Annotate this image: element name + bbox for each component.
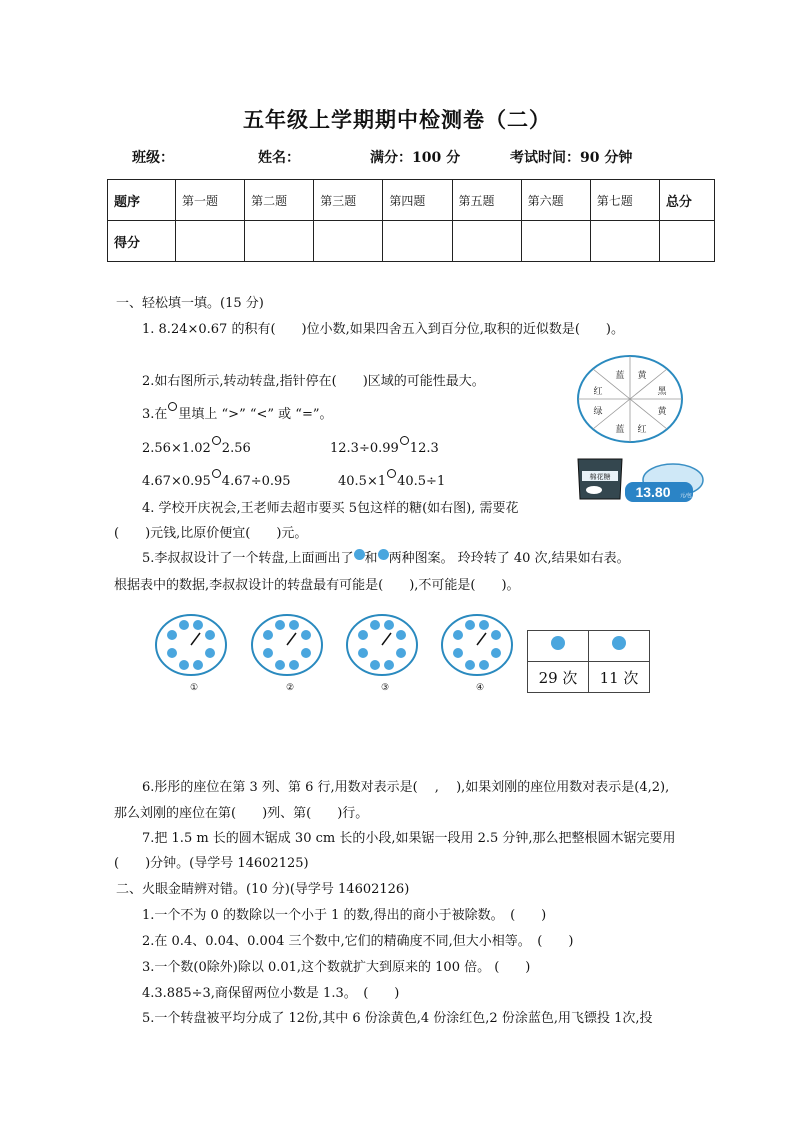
s1-question-5-line2: 根据表中的数据,李叔叔设计的转盘最有可能是( ),不可能是( )。 xyxy=(114,578,520,593)
sad-face-icon xyxy=(612,636,626,650)
candy-price: 13.80 xyxy=(635,484,671,500)
spinner-segment: 红 xyxy=(637,425,647,435)
exam-time: 考试时间：90 分钟 xyxy=(510,150,633,166)
wheel-option-4[interactable] xyxy=(440,613,520,693)
q5-text-b: 和 xyxy=(364,551,378,566)
candy-price-unit: 元/包 xyxy=(680,493,692,499)
s1-question-7-line1: 7.把 1.5 m 长的圆木锯成 30 cm 长的小段,如果锯一段用 2.5 分钟,那么把整根圆木锯完要用 xyxy=(142,831,676,846)
q3c-right: 4.67÷0.95 xyxy=(221,474,291,489)
sad-face-icon xyxy=(378,549,389,560)
s1-question-4-line2: ( )元钱,比原价便宜( )元。 xyxy=(114,526,308,541)
score-input-cell[interactable] xyxy=(176,221,245,262)
wheel-option-1[interactable] xyxy=(154,613,234,693)
name-label: 姓名： xyxy=(258,150,300,166)
wheel-label: ③ xyxy=(380,683,390,693)
q3-item-a xyxy=(142,436,251,456)
q3b-left: 12.3÷0.99 xyxy=(330,441,399,456)
color-spinner-figure xyxy=(576,354,684,444)
score-input-cell[interactable] xyxy=(245,221,314,262)
score-table xyxy=(107,179,715,262)
wheel-label: ② xyxy=(285,683,295,693)
s1-question-5-line1 xyxy=(142,547,630,566)
score-table-header-row xyxy=(108,180,715,221)
q3a-left: 2.56×1.02 xyxy=(142,441,211,456)
q3d-right: 40.5÷1 xyxy=(397,474,446,489)
section2-heading: 二、火眼金睛辨对错。(10 分)(导学号 14602126) xyxy=(116,882,410,897)
s1-question-2: 2.如右图所示,转动转盘,指针停在( )区域的可能性最大。 xyxy=(142,374,485,389)
q3-item-b xyxy=(330,436,439,456)
q3-item-c xyxy=(142,469,291,489)
compare-circle[interactable] xyxy=(212,436,221,445)
wheel-label: ④ xyxy=(475,683,485,693)
page-title: 五年级上学期期中检测卷（二） xyxy=(243,107,551,132)
wheel-label: ① xyxy=(189,683,199,693)
spinner-segment: 绿 xyxy=(593,407,603,417)
score-cell: 第四题 xyxy=(383,180,452,221)
tally-sad-count: 11 次 xyxy=(589,662,650,693)
class-label: 班级： xyxy=(132,150,174,166)
wheel-option-3[interactable] xyxy=(345,613,425,693)
section1-heading: 一、轻松填一填。(15 分) xyxy=(116,296,264,311)
s2-question-5: 5.一个转盘被平均分成了 12份,其中 6 份涂黄色,4 份涂红色,2 份涂蓝色,用飞镖投 1次,投 xyxy=(142,1011,653,1026)
s1-question-1: 1. 8.24×0.67 的积有( )位小数,如果四舍五入到百分位,取积的近似数是( )。 xyxy=(142,322,625,337)
compare-circle[interactable] xyxy=(212,469,221,478)
spinner-segment: 红 xyxy=(593,387,603,397)
score-cell: 总分 xyxy=(659,180,714,221)
s1-question-4-line1: 4. 学校开庆祝会,王老师去超市要买 5包这样的糖(如右图), 需要花 xyxy=(142,501,519,516)
s1-question-6-line2: 那么刘刚的座位在第( )列、第( )行。 xyxy=(114,806,369,821)
score-input-cell[interactable] xyxy=(521,221,590,262)
spinner-segment: 黄 xyxy=(657,407,667,417)
s2-question-1: 1.一个不为 0 的数除以一个小于 1 的数,得出的商小于被除数。 ( ) xyxy=(142,908,547,923)
spinner-segment: 黑 xyxy=(657,387,667,397)
q3a-right: 2.56 xyxy=(221,441,251,456)
score-input-cell[interactable] xyxy=(590,221,659,262)
score-input-cell[interactable] xyxy=(383,221,452,262)
face-wheel-icon xyxy=(440,613,514,677)
compare-circle[interactable] xyxy=(400,436,409,445)
score-cell: 第一题 xyxy=(176,180,245,221)
price-tag-image xyxy=(623,460,705,506)
score-cell: 第三题 xyxy=(314,180,383,221)
face-wheel-icon xyxy=(345,613,419,677)
tally-sad-header xyxy=(589,631,650,662)
happy-face-icon xyxy=(551,636,565,650)
score-input-cell[interactable] xyxy=(452,221,521,262)
score-input-cell[interactable] xyxy=(659,221,714,262)
s2-question-2: 2.在 0.4、0.04、0.004 三个数中,它们的精确度不同,但大小相等。 ( ) xyxy=(142,934,574,949)
spinner-segment: 黄 xyxy=(637,371,647,381)
q3-item-d xyxy=(338,469,445,489)
wheel-option-2[interactable] xyxy=(250,613,330,693)
compare-circle[interactable] xyxy=(387,469,396,478)
score-cell: 第五题 xyxy=(452,180,521,221)
tally-happy-header xyxy=(528,631,589,662)
candy-bag-image xyxy=(574,455,626,501)
happy-face-icon xyxy=(354,549,365,560)
q5-text-c: 两种图案。 玲玲转了 40 次,结果如右表。 xyxy=(388,551,630,566)
score-cell: 第二题 xyxy=(245,180,314,221)
score-table-row xyxy=(108,221,715,262)
q5-text-a: 5.李叔叔设计了一个转盘,上面画出了 xyxy=(142,551,354,566)
q3-text-post: 里填上 “>” “<” 或 “=”。 xyxy=(178,407,333,422)
s1-question-6-line1: 6.彤彤的座位在第 3 列、第 6 行,用数对表示是( , ),如果刘刚的座位用数对表示是(4,2), xyxy=(142,780,670,795)
q3b-right: 12.3 xyxy=(409,441,439,456)
face-wheel-icon xyxy=(250,613,324,677)
s1-question-7-line2: ( )分钟。(导学号 14602125) xyxy=(114,856,309,871)
candy-bag-label: 棉花糖 xyxy=(589,473,611,481)
score-cell: 第六题 xyxy=(521,180,590,221)
s2-question-4: 4.3.885÷3,商保留两位小数是 1.3。 ( ) xyxy=(142,986,400,1001)
q3d-left: 40.5×1 xyxy=(338,474,387,489)
score-input-cell[interactable] xyxy=(314,221,383,262)
spinner-segment: 蓝 xyxy=(615,425,625,435)
face-wheel-icon xyxy=(154,613,228,677)
spinner-segment: 蓝 xyxy=(615,371,625,381)
q3c-left: 4.67×0.95 xyxy=(142,474,211,489)
s1-question-3 xyxy=(142,402,333,422)
score-cell: 第七题 xyxy=(590,180,659,221)
score-cell: 得分 xyxy=(108,221,176,262)
score-cell: 题序 xyxy=(108,180,176,221)
circle-icon xyxy=(168,402,177,411)
spin-result-table xyxy=(527,630,650,693)
q3-text-pre: 3.在 xyxy=(142,407,168,422)
full-score: 满分：100 分 xyxy=(370,150,461,166)
s2-question-3: 3.一个数(0除外)除以 0.01,这个数就扩大到原来的 100 倍。 ( ) xyxy=(142,960,531,975)
tally-happy-count: 29 次 xyxy=(528,662,589,693)
